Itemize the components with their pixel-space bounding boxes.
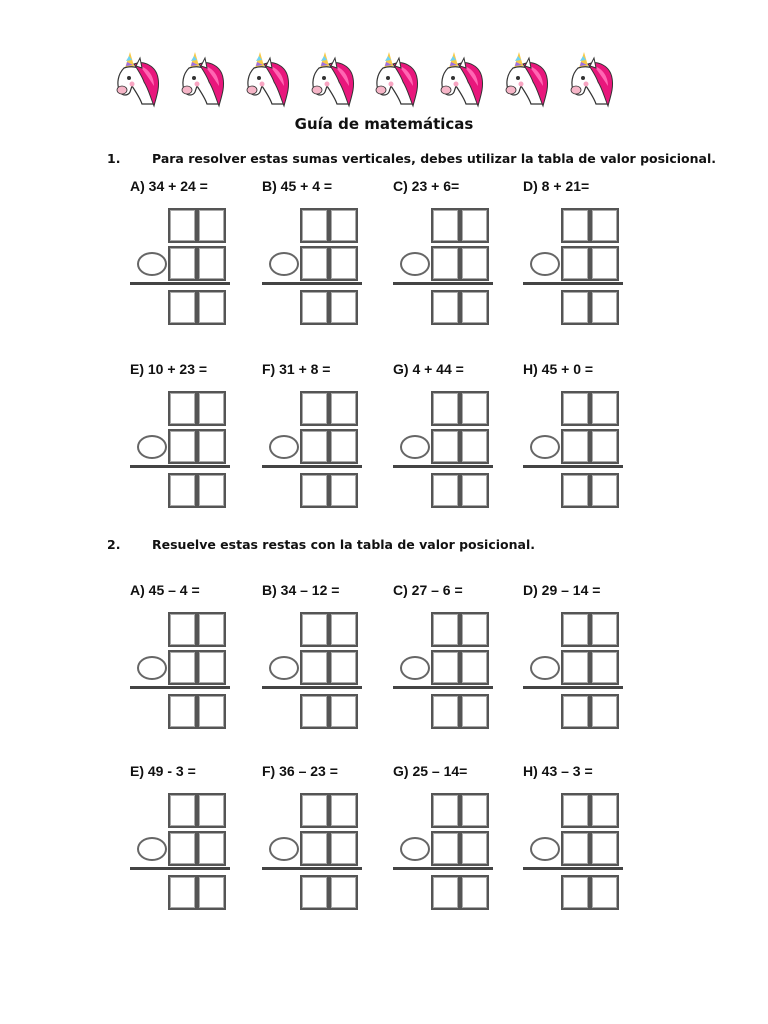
addend-digit-box[interactable] <box>300 429 329 464</box>
instruction-text: Resuelve estas restas con la tabla de valor posicional. <box>152 537 535 552</box>
operator-circle[interactable] <box>269 656 299 680</box>
problem-block <box>523 582 643 742</box>
sum-line <box>523 282 623 285</box>
sum-line <box>523 686 623 689</box>
problem-block <box>262 763 382 923</box>
operator-circle[interactable] <box>137 656 167 680</box>
problem-label: C) 23 + 6= <box>393 178 460 194</box>
addend-digit-box[interactable] <box>329 831 358 866</box>
sum-line <box>262 282 362 285</box>
problem-block <box>262 361 382 521</box>
problem-block <box>130 178 250 338</box>
addend-digit-box[interactable] <box>431 793 460 828</box>
addend-digit-box[interactable] <box>329 429 358 464</box>
addend-digit-box[interactable] <box>590 650 619 685</box>
addend-digit-box[interactable] <box>197 650 226 685</box>
sum-line <box>130 867 230 870</box>
answer-digit-box[interactable] <box>561 875 590 910</box>
addend-digit-box[interactable] <box>168 391 197 426</box>
problem-label: G) 25 – 14= <box>393 763 468 779</box>
unicorn-icon <box>434 48 490 108</box>
section-number: 2. <box>107 537 121 552</box>
addend-digit-box[interactable] <box>460 391 489 426</box>
problem-block <box>523 178 643 338</box>
unicorn-icon <box>175 48 231 108</box>
problem-label: E) 49 - 3 = <box>130 763 196 779</box>
addend-digit-box[interactable] <box>197 429 226 464</box>
problem-block <box>523 763 643 923</box>
answer-digit-box[interactable] <box>197 473 226 508</box>
addend-digit-box[interactable] <box>329 208 358 243</box>
sum-line <box>523 465 623 468</box>
addend-digit-box[interactable] <box>197 246 226 281</box>
unicorn-icon <box>369 48 425 108</box>
problem-label: F) 36 – 23 = <box>262 763 338 779</box>
answer-digit-box[interactable] <box>329 694 358 729</box>
sum-line <box>393 465 493 468</box>
operator-circle[interactable] <box>530 252 560 276</box>
problem-block <box>130 582 250 742</box>
answer-digit-box[interactable] <box>168 473 197 508</box>
unicorn-decoration-row <box>110 48 620 108</box>
addend-digit-box[interactable] <box>431 650 460 685</box>
addend-digit-box[interactable] <box>431 831 460 866</box>
operator-circle[interactable] <box>400 435 430 459</box>
addend-digit-box[interactable] <box>561 208 590 243</box>
addend-digit-box[interactable] <box>197 391 226 426</box>
addend-digit-box[interactable] <box>590 831 619 866</box>
answer-digit-box[interactable] <box>168 694 197 729</box>
addend-digit-box[interactable] <box>561 793 590 828</box>
answer-digit-box[interactable] <box>300 875 329 910</box>
addend-digit-box[interactable] <box>329 793 358 828</box>
operator-circle[interactable] <box>137 252 167 276</box>
problem-label: B) 45 + 4 = <box>262 178 333 194</box>
problem-block <box>130 763 250 923</box>
problem-label: H) 43 – 3 = <box>523 763 593 779</box>
unicorn-icon <box>110 48 166 108</box>
addend-digit-box[interactable] <box>561 391 590 426</box>
answer-digit-box[interactable] <box>590 473 619 508</box>
answer-digit-box[interactable] <box>431 694 460 729</box>
addend-digit-box[interactable] <box>590 612 619 647</box>
instruction-text: Para resolver estas sumas verticales, debes utilizar la tabla de valor posicional. <box>152 151 716 166</box>
problem-label: D) 29 – 14 = <box>523 582 601 598</box>
addend-digit-box[interactable] <box>460 793 489 828</box>
answer-digit-box[interactable] <box>431 290 460 325</box>
addend-digit-box[interactable] <box>460 831 489 866</box>
problem-label: F) 31 + 8 = <box>262 361 331 377</box>
addend-digit-box[interactable] <box>431 391 460 426</box>
sum-line <box>262 867 362 870</box>
answer-digit-box[interactable] <box>329 875 358 910</box>
addend-digit-box[interactable] <box>168 246 197 281</box>
addend-digit-box[interactable] <box>300 391 329 426</box>
addend-digit-box[interactable] <box>460 612 489 647</box>
addend-digit-box[interactable] <box>460 208 489 243</box>
problem-block <box>262 178 382 338</box>
addend-digit-box[interactable] <box>431 612 460 647</box>
unicorn-icon <box>564 48 620 108</box>
answer-digit-box[interactable] <box>590 694 619 729</box>
addend-digit-box[interactable] <box>590 793 619 828</box>
addend-digit-box[interactable] <box>329 391 358 426</box>
addend-digit-box[interactable] <box>300 208 329 243</box>
problem-block <box>523 361 643 521</box>
sum-line <box>262 686 362 689</box>
problem-block <box>262 582 382 742</box>
addend-digit-box[interactable] <box>431 208 460 243</box>
addend-digit-box[interactable] <box>300 612 329 647</box>
addend-digit-box[interactable] <box>300 650 329 685</box>
answer-digit-box[interactable] <box>300 473 329 508</box>
addend-digit-box[interactable] <box>329 650 358 685</box>
answer-digit-box[interactable] <box>431 875 460 910</box>
addend-digit-box[interactable] <box>590 429 619 464</box>
answer-digit-box[interactable] <box>590 290 619 325</box>
answer-digit-box[interactable] <box>300 694 329 729</box>
section-2-instruction <box>107 537 535 552</box>
operator-circle[interactable] <box>530 435 560 459</box>
addend-digit-box[interactable] <box>561 650 590 685</box>
operator-circle[interactable] <box>400 252 430 276</box>
addend-digit-box[interactable] <box>590 391 619 426</box>
operator-circle[interactable] <box>530 656 560 680</box>
addend-digit-box[interactable] <box>168 429 197 464</box>
addend-digit-box[interactable] <box>431 429 460 464</box>
addend-digit-box[interactable] <box>197 208 226 243</box>
problem-block <box>130 361 250 521</box>
addend-digit-box[interactable] <box>197 612 226 647</box>
operator-circle[interactable] <box>400 837 430 861</box>
answer-digit-box[interactable] <box>197 875 226 910</box>
answer-digit-box[interactable] <box>561 473 590 508</box>
problem-block <box>393 582 513 742</box>
problem-label: G) 4 + 44 = <box>393 361 464 377</box>
addend-digit-box[interactable] <box>460 429 489 464</box>
answer-digit-box[interactable] <box>168 290 197 325</box>
answer-digit-box[interactable] <box>460 290 489 325</box>
operator-circle[interactable] <box>269 837 299 861</box>
unicorn-icon <box>499 48 555 108</box>
problem-block <box>393 178 513 338</box>
addend-digit-box[interactable] <box>590 208 619 243</box>
answer-digit-box[interactable] <box>590 875 619 910</box>
page-title: Guía de matemáticas <box>294 115 474 133</box>
problem-label: B) 34 – 12 = <box>262 582 340 598</box>
answer-digit-box[interactable] <box>431 473 460 508</box>
addend-digit-box[interactable] <box>329 612 358 647</box>
operator-circle[interactable] <box>400 656 430 680</box>
addend-digit-box[interactable] <box>168 793 197 828</box>
section-number: 1. <box>107 151 121 166</box>
answer-digit-box[interactable] <box>329 473 358 508</box>
sum-line <box>393 686 493 689</box>
addend-digit-box[interactable] <box>300 793 329 828</box>
answer-digit-box[interactable] <box>460 694 489 729</box>
addend-digit-box[interactable] <box>168 650 197 685</box>
addend-digit-box[interactable] <box>460 246 489 281</box>
answer-digit-box[interactable] <box>561 694 590 729</box>
addend-digit-box[interactable] <box>431 246 460 281</box>
problem-block <box>393 361 513 521</box>
section-1-instruction <box>107 151 716 166</box>
problem-block <box>393 763 513 923</box>
addend-digit-box[interactable] <box>300 246 329 281</box>
addend-digit-box[interactable] <box>300 831 329 866</box>
problem-label: C) 27 – 6 = <box>393 582 463 598</box>
answer-digit-box[interactable] <box>300 290 329 325</box>
problem-label: A) 45 – 4 = <box>130 582 200 598</box>
addend-digit-box[interactable] <box>561 831 590 866</box>
addend-digit-box[interactable] <box>168 831 197 866</box>
addend-digit-box[interactable] <box>197 793 226 828</box>
operator-circle[interactable] <box>269 252 299 276</box>
operator-circle[interactable] <box>137 435 167 459</box>
operator-circle[interactable] <box>269 435 299 459</box>
sum-line <box>130 282 230 285</box>
sum-line <box>262 465 362 468</box>
addend-digit-box[interactable] <box>197 831 226 866</box>
sum-line <box>393 867 493 870</box>
addend-digit-box[interactable] <box>561 429 590 464</box>
operator-circle[interactable] <box>530 837 560 861</box>
addend-digit-box[interactable] <box>329 246 358 281</box>
addend-digit-box[interactable] <box>590 246 619 281</box>
unicorn-icon <box>240 48 296 108</box>
problem-label: E) 10 + 23 = <box>130 361 208 377</box>
sum-line <box>130 686 230 689</box>
problem-label: D) 8 + 21= <box>523 178 590 194</box>
operator-circle[interactable] <box>137 837 167 861</box>
answer-digit-box[interactable] <box>197 694 226 729</box>
addend-digit-box[interactable] <box>561 612 590 647</box>
unicorn-icon <box>305 48 361 108</box>
problem-label: H) 45 + 0 = <box>523 361 594 377</box>
answer-digit-box[interactable] <box>460 875 489 910</box>
answer-digit-box[interactable] <box>561 290 590 325</box>
addend-digit-box[interactable] <box>168 208 197 243</box>
answer-digit-box[interactable] <box>329 290 358 325</box>
sum-line <box>130 465 230 468</box>
sum-line <box>393 282 493 285</box>
answer-digit-box[interactable] <box>197 290 226 325</box>
answer-digit-box[interactable] <box>168 875 197 910</box>
sum-line <box>523 867 623 870</box>
answer-digit-box[interactable] <box>460 473 489 508</box>
problem-label: A) 34 + 24 = <box>130 178 208 194</box>
addend-digit-box[interactable] <box>561 246 590 281</box>
addend-digit-box[interactable] <box>168 612 197 647</box>
addend-digit-box[interactable] <box>460 650 489 685</box>
